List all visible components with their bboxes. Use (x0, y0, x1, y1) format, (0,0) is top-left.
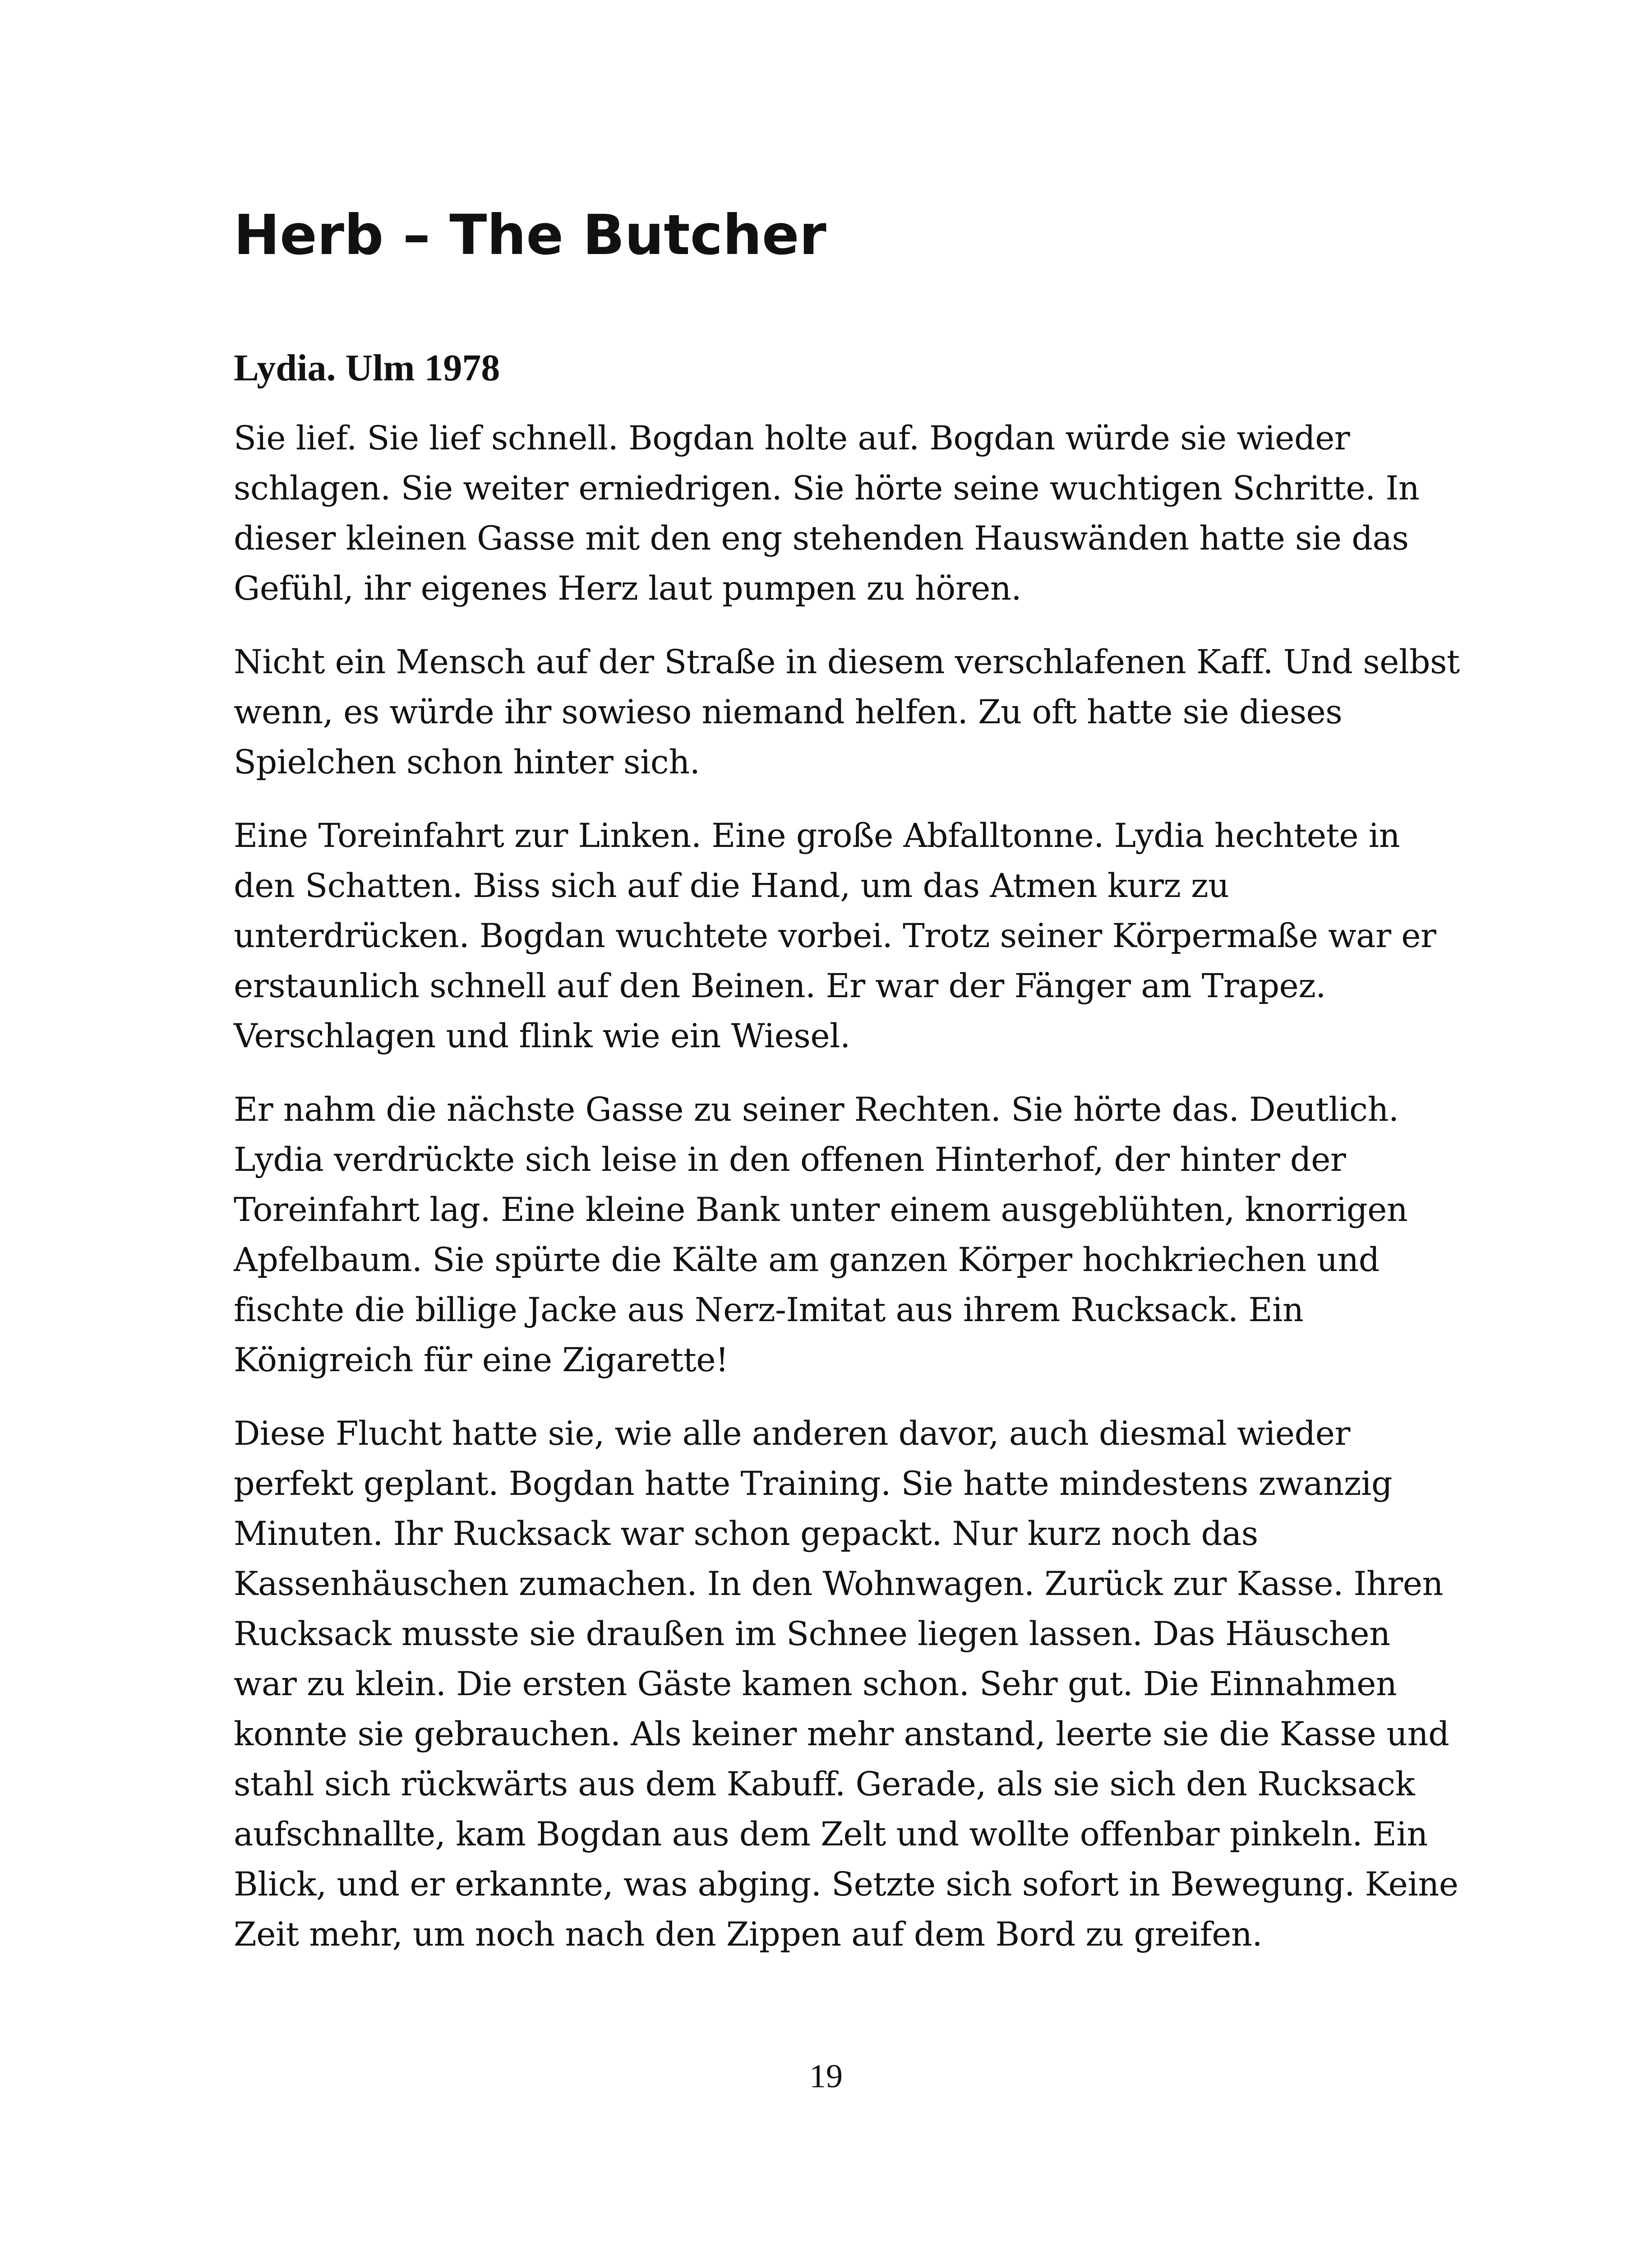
paragraph: Eine Toreinfahrt zur Linken. Eine große Abfalltonne. Lydia hechtete in den Schatten. Biss sich auf die Hand, um das Atmen kurz zu unterdrücken. Bogdan wuchtete vorbei. Trotz seiner Körpermaße war er erstaunlich schnell auf den Beinen. Er war der Fänger am Trapez. Verschlagen und flink wie ein Wiesel. (234, 817, 1436, 1055)
paragraph: Er nahm die nächste Gasse zu seiner Rechten. Sie hörte das. Deutlich. Lydia verdrückte sich leise in den offenen Hinterhof, der hinter der Toreinfahrt lag. Eine kleine Bank unter einem ausgeblühten, knorrigen Apfelbaum. Sie spürte die Kälte am ganzen Körper hochkriechen und fischte die billige Jacke aus Nerz-Imitat aus ihrem Rucksack. Ein Königreich für eine Zigarette! (234, 1091, 1408, 1379)
paragraph: Diese Flucht hatte sie, wie alle anderen davor, auch diesmal wieder perfekt geplant. Bogdan hatte Training. Sie hatte mindestens zwanzig Minuten. Ihr Rucksack war schon gepackt. Nur kurz noch das Kassenhäuschen zumachen. In den Wohnwagen. Zurück zur Kasse. Ihren Rucksack musste sie draußen im Schnee liegen lassen. Das Häuschen war zu klein. Die ersten Gäste kamen schon. Sehr gut. Die Einnahmen konnte sie gebrauchen. Als keiner mehr anstand, leerte sie die Kasse und stahl sich rückwärts aus dem Kabuff. Gerade, als sie sich den Rucksack aufschnallte, kam Bogdan aus dem Zelt und wollte offenbar pinkeln. Ein Blick, und er erkannte, was abging. Setzte sich sofort in Bewegung. Keine Zeit mehr, um noch nach den Zippen auf dem Bord zu greifen. (234, 1415, 1458, 1954)
chapter-title: Herb – The Butcher (234, 203, 826, 267)
paragraph: Nicht ein Mensch auf der Straße in diesem verschlafenen Kaff. Und selbst wenn, es würde ihr sowieso niemand helfen. Zu oft hatte sie dieses Spielchen schon hinter sich. (234, 643, 1460, 781)
section-heading: Lydia. Ulm 1978 (234, 347, 500, 389)
page-number: 19 (809, 2058, 843, 2095)
page-body (234, 343, 1461, 1983)
paragraph: Sie lief. Sie lief schnell. Bogdan holte auf. Bogdan würde sie wieder schlagen. Sie weiter erniedrigen. Sie hörte seine wuchtigen Schritte. In dieser kleinen Gasse mit den eng stehenden Hauswänden hatte sie das Gefühl, ihr eigenes Herz laut pumpen zu hören. (234, 419, 1420, 608)
